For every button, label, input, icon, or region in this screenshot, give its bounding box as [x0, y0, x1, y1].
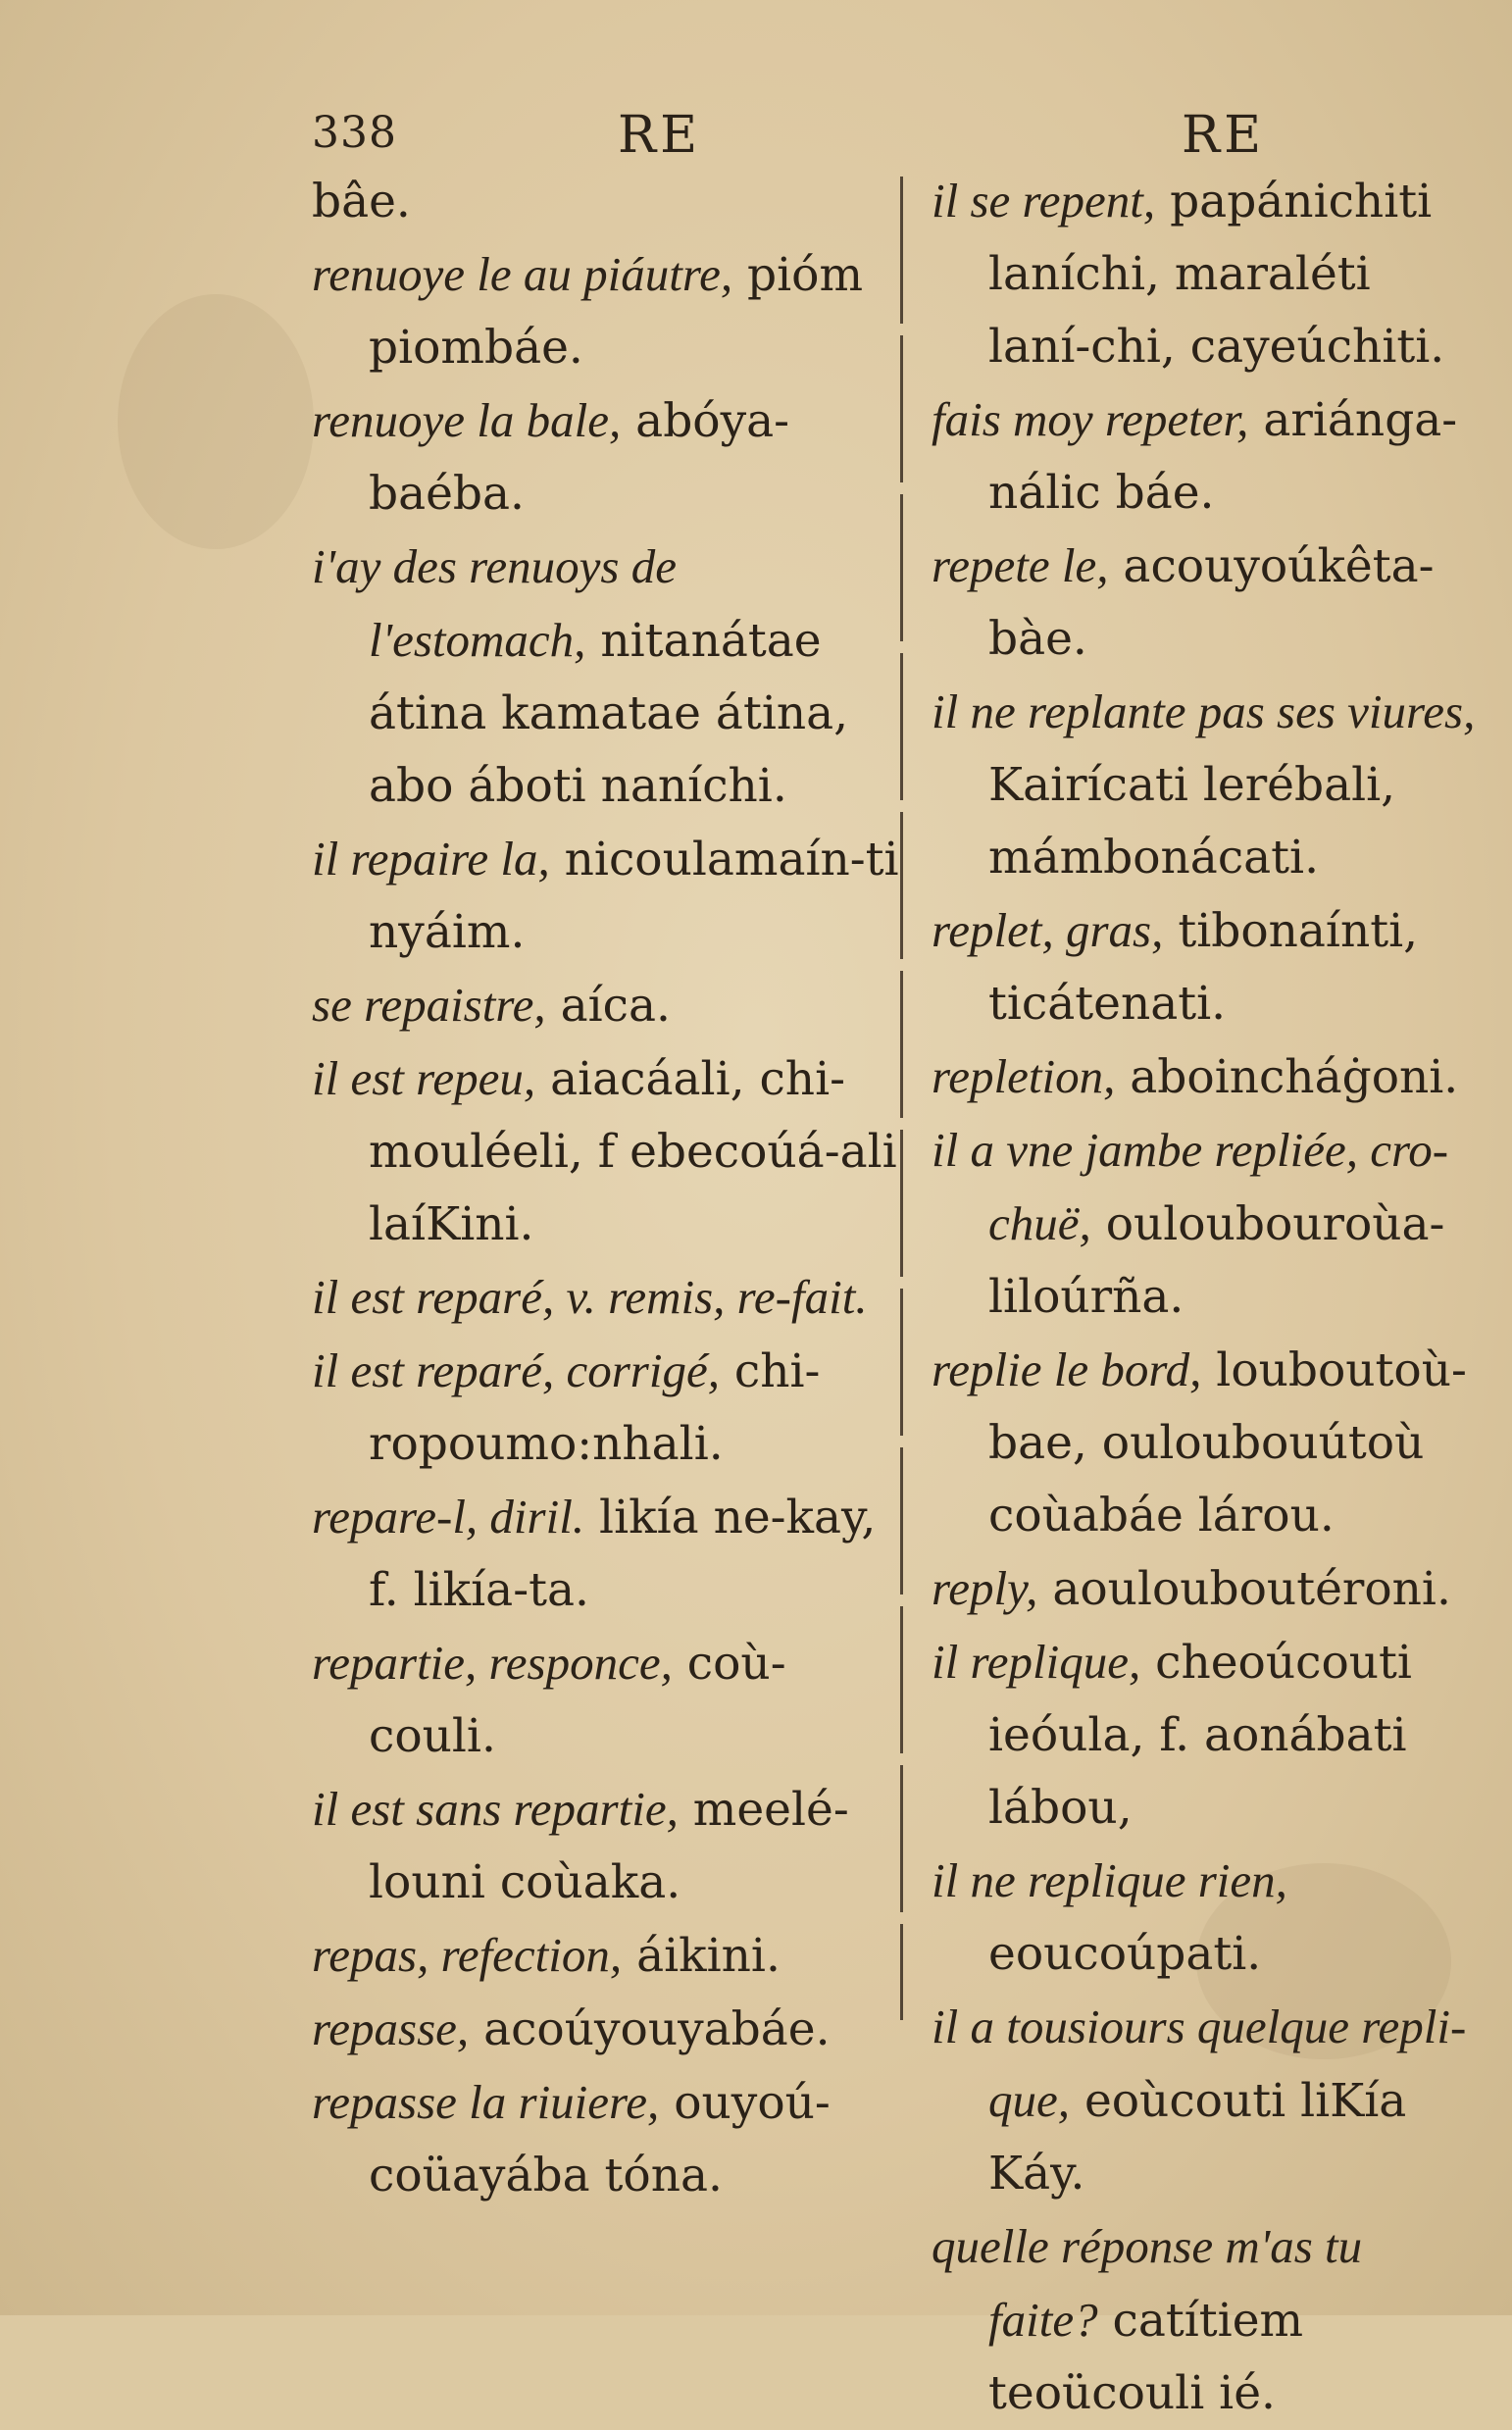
dictionary-entry [312, 1261, 900, 1335]
dictionary-entry [932, 530, 1481, 676]
dictionary-entry [312, 969, 900, 1042]
dictionary-entry [312, 384, 900, 531]
native-translation: nicoulamaín-ti nyáim. [369, 833, 899, 959]
dictionary-entry [312, 823, 900, 969]
native-translation: catítiem teoücouli ié. [988, 2294, 1304, 2420]
french-headword: repasse, [312, 2001, 470, 2055]
native-translation: pióm piombáe. [369, 248, 864, 375]
dictionary-entry [932, 165, 1481, 383]
paper-stain [118, 294, 314, 549]
french-headword: i'ay des renuoys de l'estomach, [312, 539, 677, 667]
french-headword: replie le bord, [932, 1342, 1202, 1396]
dictionary-entry [312, 1042, 900, 1261]
dictionary-entry [932, 2210, 1481, 2430]
dictionary-entry [932, 1334, 1481, 1552]
french-headword: il ne replante pas ses viures, [932, 684, 1476, 738]
column-divider [900, 177, 903, 2020]
right-running-head: RE [1182, 106, 1266, 165]
french-headword: il est reparé, v. remis, re-fait. [312, 1270, 868, 1324]
french-headword: fais moy repeter, [932, 392, 1249, 446]
native-translation: likía ne-kay, f. likía-ta. [369, 1491, 877, 1617]
french-headword: repletion, [932, 1049, 1116, 1103]
dictionary-entry [932, 1040, 1481, 1114]
native-translation: meelé-louni coùaka. [369, 1783, 849, 1909]
dictionary-entry [932, 1991, 1481, 2210]
french-headword: il est reparé, corrigé, [312, 1343, 720, 1397]
native-translation: nitanátae átina kamatae átina, abo áboti naníchi. [369, 614, 849, 813]
french-headword: renuoye la bale, [312, 393, 622, 447]
native-translation: aboincháġoni. [1115, 1050, 1459, 1104]
french-headword: il a tousiours quelque repli-que, [932, 2000, 1467, 2127]
french-headword: il a vne jambe repliée, cro-chuë, [932, 1123, 1449, 1250]
native-translation: Kairícati lerébali, mámbonácati. [988, 758, 1396, 885]
page-number: 338 [312, 108, 397, 158]
dictionary-entry [312, 238, 900, 384]
french-headword: repas, refection, [312, 1928, 623, 1982]
dictionary-entry [312, 1773, 900, 1919]
left-running-head: RE [618, 106, 702, 165]
french-headword: il ne replique rien, [932, 1853, 1287, 1907]
french-headword: se repaistre, [312, 978, 546, 1032]
native-translation: aiacáali, chi-mouléeli, f ebecoúá-ali laíKini. [369, 1052, 897, 1251]
native-translation: coù-couli. [369, 1637, 786, 1763]
dictionary-entry [312, 1919, 900, 1993]
dictionary-entry [932, 1845, 1481, 1991]
french-headword: renuoye le au piáutre, [312, 247, 733, 301]
native-translation: tibonaínti, ticátenati. [988, 904, 1419, 1031]
dictionary-entry [312, 1481, 900, 1627]
dictionary-entry [312, 1627, 900, 1773]
native-translation: ariánga-nálic báe. [988, 393, 1458, 520]
french-headword: reply, [932, 1561, 1038, 1615]
native-translation: aíca. [545, 979, 671, 1033]
french-headword: il est repeu, [312, 1051, 536, 1105]
french-headword: repasse la riuiere, [312, 2075, 660, 2129]
native-translation: aoulouboutéroni. [1037, 1562, 1451, 1616]
french-headword: repete le, [932, 538, 1109, 592]
left-column [312, 165, 900, 2212]
native-translation: acoúyouyabáe. [469, 2002, 831, 2056]
dictionary-entry [932, 894, 1481, 1040]
native-translation: louboutoù-bae, ouloubouútoù coùabáe lárou. [988, 1343, 1467, 1543]
native-translation: chi-ropoumo:nhali. [369, 1344, 821, 1471]
dictionary-entry [932, 1552, 1481, 1626]
dictionary-entry [312, 531, 900, 823]
french-headword: quelle réponse m'as tu faite? [932, 2219, 1363, 2347]
native-translation: cheoúcouti ieóula, f. aonábati lábou, [988, 1636, 1412, 1835]
french-headword: il se repent, [932, 174, 1156, 228]
native-translation: papánichiti laníchi, maraléti laní-chi, cayeúchiti. [988, 175, 1445, 374]
dictionary-entry [312, 1335, 900, 1481]
dictionary-entry [312, 165, 900, 238]
native-translation: eoùcouti liKía Káy. [988, 2074, 1407, 2201]
native-translation: bâe. [312, 175, 411, 228]
native-translation: ouloubouroùa-liloúrña. [988, 1197, 1445, 1324]
french-headword: replet, gras, [932, 903, 1164, 957]
dictionary-entry [932, 1114, 1481, 1334]
native-translation: eoucoúpati. [988, 1927, 1262, 1981]
native-translation: acouyoúkêta-bàe. [988, 539, 1435, 666]
french-headword: il est sans repartie, [312, 1782, 679, 1836]
native-translation: áikini. [622, 1929, 781, 1983]
right-column [932, 165, 1481, 2430]
dictionary-entry [312, 2066, 900, 2212]
french-headword: il replique, [932, 1635, 1141, 1689]
dictionary-entry [932, 1626, 1481, 1845]
dictionary-entry [312, 1993, 900, 2066]
dictionary-entry [932, 383, 1481, 530]
french-headword: repare-l, diril. [312, 1490, 585, 1544]
french-headword: il repaire la, [312, 832, 550, 886]
dictionary-entry [932, 676, 1481, 894]
french-headword: repartie, responce, [312, 1636, 673, 1690]
native-translation: ouyoú-coüayába tóna. [369, 2076, 831, 2202]
native-translation: abóya-baéba. [369, 394, 790, 521]
